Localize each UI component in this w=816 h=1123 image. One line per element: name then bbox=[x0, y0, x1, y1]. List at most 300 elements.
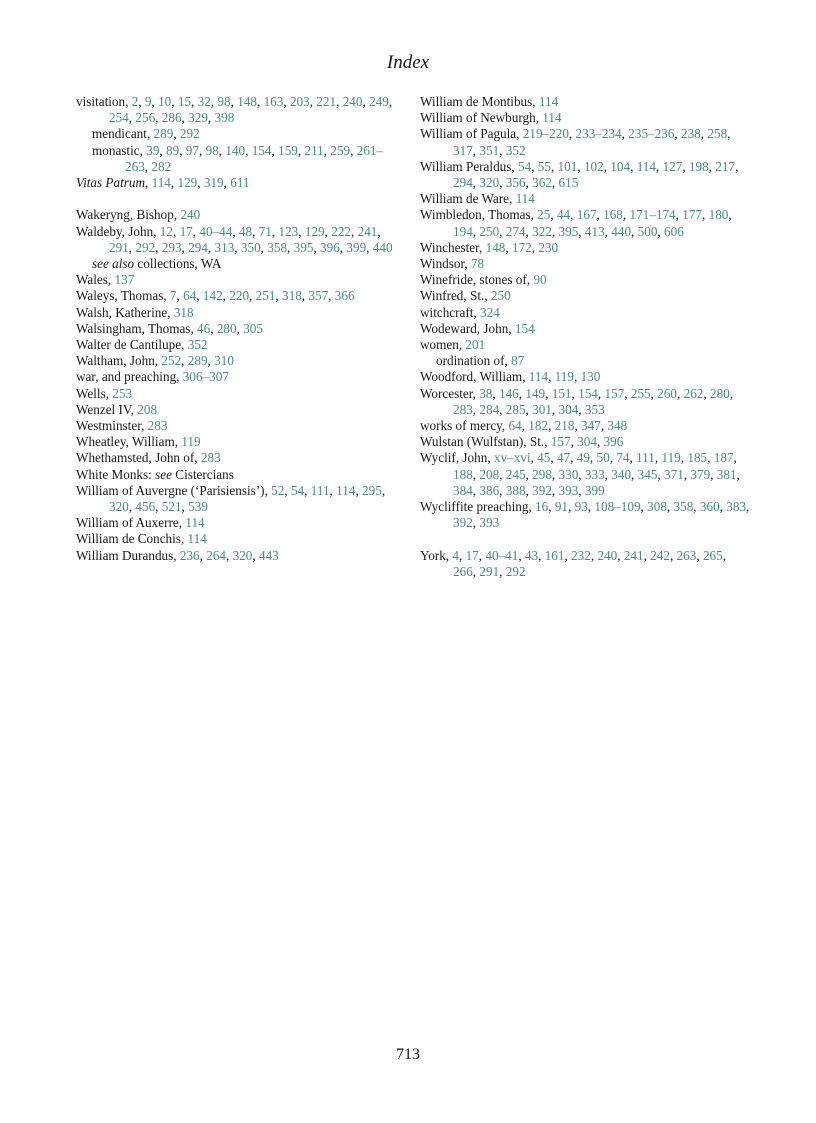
index-entry: Waltham, John, 252, 289, 310 bbox=[76, 353, 234, 369]
index-term: witchcraft bbox=[420, 304, 474, 320]
page-ref-link[interactable]: 148 bbox=[485, 239, 506, 255]
page-ref-link[interactable]: 236 bbox=[179, 547, 200, 563]
page-ref-link[interactable]: 17 bbox=[179, 223, 193, 239]
index-term: William of Pagula bbox=[420, 126, 517, 142]
page-ref-link[interactable]: 298 bbox=[532, 466, 552, 482]
page-ref-link[interactable]: 358 bbox=[267, 239, 288, 255]
page-ref-link[interactable]: 253 bbox=[112, 385, 133, 401]
index-entry: Wyclif, John, xv–xvi, 45, 47, 49, 50, 74, 111, 119, 185, 187, 188, 208, 245, 298, 330, 333, 340, 345, 371, 379, 381, 384, 386, 388, 392, 393, 399 bbox=[420, 450, 740, 498]
index-entry bbox=[76, 450, 406, 466]
index-term: monastic bbox=[92, 142, 140, 158]
page-ref-link[interactable]: 230 bbox=[538, 239, 559, 255]
page-ref-link[interactable]: 250 bbox=[479, 223, 500, 239]
page-ref-link[interactable]: 521 bbox=[161, 499, 182, 515]
page-ref-link[interactable]: 443 bbox=[258, 547, 279, 563]
page-ref-link[interactable]: 43 bbox=[524, 547, 539, 563]
page-ref-link[interactable]: 217 bbox=[715, 158, 736, 174]
page-ref-link[interactable]: 322 bbox=[532, 223, 552, 239]
page-ref-link[interactable]: 317 bbox=[453, 142, 473, 158]
index-separator: , bbox=[445, 547, 453, 563]
index-entry bbox=[420, 337, 750, 353]
page-ref-link[interactable]: 318 bbox=[282, 288, 302, 304]
page-ref-link[interactable]: 177 bbox=[682, 207, 703, 223]
page-ref-link[interactable]: 17 bbox=[465, 547, 479, 563]
index-separator: , bbox=[458, 337, 466, 353]
page-ref-link[interactable]: 74 bbox=[616, 450, 630, 466]
page-ref-link[interactable]: 256 bbox=[135, 110, 156, 126]
page-ref-link[interactable]: 129 bbox=[304, 223, 325, 239]
page-ref-link[interactable]: 111 bbox=[636, 450, 655, 466]
index-term: Winfred, St. bbox=[420, 288, 485, 304]
index-separator: , bbox=[130, 401, 138, 417]
page-ref-link[interactable]: 71 bbox=[258, 223, 272, 239]
index-separator: , bbox=[181, 337, 188, 353]
page-ref-link[interactable]: 123 bbox=[278, 223, 299, 239]
page-ref-link[interactable]: 356 bbox=[505, 175, 526, 191]
page-ref-link[interactable]: 292 bbox=[179, 126, 200, 142]
page-ref-link[interactable]: 222 bbox=[331, 223, 352, 239]
page-ref-link[interactable]: 320 bbox=[479, 175, 500, 191]
page-ref-link[interactable]: 90 bbox=[533, 272, 547, 288]
index-term: visitation bbox=[76, 94, 126, 109]
page-ref-link[interactable]: 104 bbox=[610, 158, 631, 174]
page-ref-link[interactable]: 293 bbox=[161, 239, 182, 255]
index-entry: Winchester, 148, 172, 230 bbox=[420, 239, 559, 255]
index-term: Whethamsted, John of bbox=[76, 450, 195, 466]
page-ref-link[interactable]: 352 bbox=[187, 337, 208, 353]
page-ref-link[interactable]: 25 bbox=[537, 207, 551, 223]
page-number: 713 bbox=[396, 1046, 420, 1063]
index-separator: , bbox=[176, 369, 183, 385]
page-ref-link[interactable]: 611 bbox=[230, 175, 250, 191]
page-ref-link[interactable]: 265 bbox=[702, 547, 723, 563]
page-ref-link[interactable]: 167 bbox=[576, 207, 597, 223]
running-header: Index bbox=[386, 52, 430, 73]
page-ref-link[interactable]: 413 bbox=[584, 223, 605, 239]
page-ref-link[interactable]: 398 bbox=[214, 110, 235, 126]
page-ref-link[interactable]: 87 bbox=[511, 353, 525, 369]
page-ref-link[interactable]: 185 bbox=[687, 450, 708, 466]
index-subentry bbox=[76, 256, 406, 272]
page-ref-link[interactable]: 148 bbox=[237, 94, 257, 109]
page-ref-link[interactable]: 261–263 bbox=[125, 142, 384, 174]
page-ref-link[interactable]: 219–220 bbox=[522, 126, 569, 142]
index-separator: , bbox=[532, 94, 539, 109]
page-ref-link[interactable]: 2 bbox=[131, 94, 139, 109]
index-separator: , bbox=[173, 207, 181, 223]
page-ref-link[interactable]: 91 bbox=[554, 499, 569, 515]
page-ref-link[interactable]: 371 bbox=[664, 466, 684, 482]
index-column-right bbox=[420, 94, 750, 580]
index-entry bbox=[76, 207, 406, 223]
page-ref-link[interactable]: 304 bbox=[577, 434, 597, 450]
page-ref-link[interactable]: 208 bbox=[137, 401, 158, 417]
index-subentry: monastic, 39, 89, 97, 98, 140, 154, 159, 211, 259, 261–263, 282 bbox=[92, 142, 384, 174]
index-term: Wenzel IV bbox=[76, 401, 131, 417]
page-ref-link[interactable]: 12 bbox=[159, 223, 173, 239]
page-ref-link[interactable]: 137 bbox=[114, 272, 135, 288]
page-ref-link[interactable]: 615 bbox=[558, 175, 579, 191]
page-ref-link[interactable]: 292 bbox=[135, 239, 156, 255]
page-ref-link[interactable]: 10 bbox=[158, 94, 172, 109]
index-separator: , bbox=[530, 207, 538, 223]
index-separator: , bbox=[167, 304, 174, 320]
page-ref-link[interactable]: 264 bbox=[206, 547, 227, 563]
page-ref-link[interactable]: 55 bbox=[537, 158, 551, 174]
page-ref-link[interactable]: 396 bbox=[603, 434, 624, 450]
page-ref-link[interactable]: 284 bbox=[479, 401, 500, 417]
page-ref-link[interactable]: 130 bbox=[580, 369, 601, 385]
page-ref-link[interactable]: 381 bbox=[716, 466, 737, 482]
page-ref-link[interactable]: 306–307 bbox=[182, 369, 229, 385]
index-term: Wycliffite preaching bbox=[420, 499, 529, 515]
page-ref-link[interactable]: 440 bbox=[611, 223, 632, 239]
page-ref-link[interactable]: 241 bbox=[357, 223, 378, 239]
page-ref-link[interactable]: 241 bbox=[623, 547, 644, 563]
page-ref-link[interactable]: 93 bbox=[574, 499, 588, 515]
page-ref-link[interactable]: 129 bbox=[177, 175, 198, 191]
page-ref-link[interactable]: 142 bbox=[202, 288, 223, 304]
page-ref-link[interactable]: 114 bbox=[542, 110, 562, 126]
page-ref-link[interactable]: 161 bbox=[544, 547, 565, 563]
index-separator: , bbox=[178, 515, 186, 531]
page-ref-link[interactable]: 324 bbox=[480, 304, 500, 320]
page-ref-link[interactable]: 310 bbox=[214, 353, 234, 369]
index-separator: , bbox=[163, 288, 170, 304]
page-ref-link[interactable]: 201 bbox=[465, 337, 486, 353]
page-ref-link[interactable]: 220 bbox=[229, 288, 250, 304]
page-ref-link[interactable]: 329 bbox=[188, 110, 208, 126]
page-ref-link[interactable]: 182 bbox=[528, 418, 549, 434]
page-ref-link[interactable]: 280 bbox=[709, 385, 730, 401]
page-ref-link[interactable]: 151 bbox=[551, 385, 572, 401]
index-separator: , bbox=[484, 288, 491, 304]
page-ref-link[interactable]: 64 bbox=[183, 288, 197, 304]
index-entry: York, 4, 17, 40–41, 43, 161, 232, 240, 241, 242, 263, 265, 266, 291, 292 bbox=[420, 547, 727, 579]
page-ref-link[interactable]: 384 bbox=[453, 482, 473, 498]
page-ref-link[interactable]: 208 bbox=[479, 466, 500, 482]
page-ref-link[interactable]: 198 bbox=[688, 158, 709, 174]
index-entry bbox=[420, 305, 750, 321]
index-separator: , bbox=[154, 353, 162, 369]
index-entry bbox=[76, 272, 406, 288]
page-ref-link[interactable]: 47 bbox=[556, 450, 571, 466]
page-ref-link[interactable]: 119 bbox=[181, 434, 201, 450]
index-entry bbox=[420, 191, 750, 207]
page-ref-link[interactable]: 285 bbox=[505, 401, 526, 417]
page-ref-link[interactable]: 280 bbox=[216, 320, 237, 336]
page-ref-link[interactable]: 40–41 bbox=[485, 547, 519, 563]
index-term: Wheatley, William bbox=[76, 434, 175, 450]
page-ref-link[interactable]: 16 bbox=[535, 499, 549, 515]
page-ref-link[interactable]: 240 bbox=[597, 547, 618, 563]
page-ref-link[interactable]: 319 bbox=[203, 175, 224, 191]
index-term: Winefride, stones of bbox=[420, 272, 527, 288]
page-ref-link[interactable]: 274 bbox=[505, 223, 526, 239]
index-separator: , bbox=[535, 110, 543, 126]
page-ref-link[interactable]: 539 bbox=[188, 499, 208, 515]
index-subentry: mendicant, 289, 292 bbox=[92, 126, 200, 142]
page-ref-link[interactable]: 4 bbox=[452, 547, 459, 563]
page-ref-link[interactable]: 97 bbox=[185, 142, 199, 158]
page-ref-link[interactable]: 283 bbox=[147, 418, 168, 434]
page-ref-link[interactable]: 313 bbox=[214, 239, 235, 255]
page-ref-link[interactable]: 353 bbox=[584, 401, 605, 417]
page-ref-link[interactable]: 305 bbox=[243, 320, 263, 336]
index-separator: , bbox=[522, 369, 529, 385]
page-ref-link[interactable]: 39 bbox=[146, 142, 160, 158]
page-ref-link[interactable]: 111 bbox=[310, 482, 330, 498]
page-ref-link[interactable]: 283 bbox=[200, 450, 221, 466]
page-ref-link[interactable]: 114 bbox=[336, 482, 356, 498]
page-ref-link[interactable]: 252 bbox=[161, 353, 182, 369]
index-separator: , bbox=[473, 304, 481, 320]
page-ref-link[interactable]: 260 bbox=[657, 385, 678, 401]
index-term: William Durandus bbox=[76, 547, 174, 563]
page-ref-link[interactable]: 318 bbox=[173, 304, 194, 320]
page-ref-link[interactable]: 348 bbox=[607, 418, 628, 434]
page-ref-link[interactable]: 203 bbox=[289, 94, 310, 109]
page-ref-link[interactable]: 172 bbox=[511, 239, 532, 255]
page-ref-link[interactable]: 399 bbox=[346, 239, 367, 255]
page-ref-link[interactable]: 255 bbox=[630, 385, 651, 401]
index-separator: , bbox=[180, 531, 188, 547]
page-ref-link[interactable]: 40–44 bbox=[199, 223, 233, 239]
page-ref-link[interactable]: 283 bbox=[453, 401, 473, 417]
index-entry bbox=[420, 110, 750, 126]
page-ref-link[interactable]: 146 bbox=[498, 385, 519, 401]
page-ref-link[interactable]: 211 bbox=[304, 142, 324, 158]
page-ref-link[interactable]: 258 bbox=[707, 126, 728, 142]
index-column-left bbox=[76, 94, 406, 564]
index-term: Walsh, Katherine bbox=[76, 304, 168, 320]
page-ref-link[interactable]: 304 bbox=[558, 401, 579, 417]
page-ref-link[interactable]: 392 bbox=[532, 482, 552, 498]
page-ref-link[interactable]: 294 bbox=[453, 175, 473, 191]
index-separator: , bbox=[264, 482, 272, 498]
page-ref-link[interactable]: 240 bbox=[180, 207, 201, 223]
page-ref-link[interactable]: 89 bbox=[166, 142, 180, 158]
page-ref-link[interactable]: 291 bbox=[479, 563, 500, 579]
page-ref-link[interactable]: 54 bbox=[290, 482, 305, 498]
index-entry bbox=[76, 515, 406, 531]
page-ref-link[interactable]: 149 bbox=[525, 385, 546, 401]
index-entry: Wycliffite preaching, 16, 91, 93, 108–109, 308, 358, 360, 383, 392, 393 bbox=[420, 499, 750, 531]
page-ref-link[interactable]: 330 bbox=[558, 466, 579, 482]
page-ref-link[interactable]: 238 bbox=[681, 126, 701, 142]
page-ref-link[interactable]: 245 bbox=[505, 466, 526, 482]
page-ref-link[interactable]: 154 bbox=[251, 142, 272, 158]
page-ref-link[interactable]: 154 bbox=[514, 320, 535, 336]
index-separator: , bbox=[501, 418, 509, 434]
page-ref-link[interactable]: 295 bbox=[362, 482, 382, 498]
page-ref-link[interactable]: 362 bbox=[532, 175, 552, 191]
page-ref-link[interactable]: 240 bbox=[342, 94, 363, 109]
index-entry bbox=[76, 305, 406, 321]
page-ref-link[interactable]: 114 bbox=[185, 515, 205, 531]
page-ref-link[interactable]: 171–174 bbox=[629, 207, 676, 223]
index-term: White Monks bbox=[76, 466, 149, 482]
page-ref-link[interactable]: 78 bbox=[470, 256, 485, 272]
index-separator: , bbox=[139, 142, 147, 158]
page-ref-link[interactable]: 289 bbox=[153, 126, 174, 142]
page-ref-link[interactable]: 114 bbox=[538, 94, 559, 109]
page-ref-link[interactable]: 114 bbox=[515, 191, 535, 207]
page-ref-link[interactable]: 221 bbox=[316, 94, 337, 109]
page-ref-link[interactable]: 114 bbox=[528, 369, 549, 385]
index-entry bbox=[76, 418, 406, 434]
page-ref-link[interactable]: 180 bbox=[708, 207, 729, 223]
page-ref-link[interactable]: 114 bbox=[636, 158, 656, 174]
page-ref-link[interactable]: 393 bbox=[479, 515, 500, 531]
page-ref-link[interactable]: 119 bbox=[661, 450, 681, 466]
index-term: William de Montibus bbox=[420, 94, 533, 109]
page-ref-link[interactable]: 392 bbox=[453, 515, 473, 531]
page-ref-link[interactable]: 233–234 bbox=[575, 126, 622, 142]
page-ref-link[interactable]: 50 bbox=[596, 450, 610, 466]
page-ref-link[interactable]: 15 bbox=[177, 94, 192, 109]
page-ref-link[interactable]: 64 bbox=[508, 418, 522, 434]
page-ref-link[interactable]: 282 bbox=[151, 158, 172, 174]
index-term: Wimbledon, Thomas bbox=[420, 207, 531, 223]
page-ref-link[interactable]: 52 bbox=[271, 482, 285, 498]
page-ref-link[interactable]: 114 bbox=[151, 175, 171, 191]
index-term: Westminster bbox=[76, 418, 142, 434]
index-entry: Waleys, Thomas, 7, 64, 142, 220, 251, 318, 357, 366 bbox=[76, 288, 355, 304]
page-ref-link[interactable]: 440 bbox=[372, 239, 393, 255]
see-label: see also bbox=[92, 256, 135, 272]
page-ref-link[interactable]: 395 bbox=[293, 239, 314, 255]
page-ref-link[interactable]: 289 bbox=[187, 353, 208, 369]
page-ref-link[interactable]: 263 bbox=[676, 547, 697, 563]
page-ref-link[interactable]: 54 bbox=[518, 158, 532, 174]
index-term: Worcester bbox=[420, 385, 473, 401]
index-term: Walsingham, Thomas bbox=[76, 320, 191, 336]
page-ref-link[interactable]: 194 bbox=[453, 223, 473, 239]
index-separator: , bbox=[141, 418, 148, 434]
page-ref-link[interactable]: 320 bbox=[109, 499, 129, 515]
page-ref-link[interactable]: 292 bbox=[505, 563, 526, 579]
page-ref-link[interactable]: 320 bbox=[232, 547, 253, 563]
page-ref-link[interactable]: 395 bbox=[558, 223, 579, 239]
page-ref-link[interactable]: 45 bbox=[537, 450, 551, 466]
page-ref-link[interactable]: 340 bbox=[611, 466, 632, 482]
page-ref-link[interactable]: 157 bbox=[550, 434, 571, 450]
page-ref-link[interactable]: 163 bbox=[263, 94, 284, 109]
see-target: Cistercians bbox=[175, 466, 234, 482]
page-ref-link[interactable]: 32 bbox=[197, 94, 211, 109]
page-ref-link[interactable]: 187 bbox=[713, 450, 734, 466]
page-ref-link[interactable]: 379 bbox=[690, 466, 711, 482]
page-ref-link[interactable]: 286 bbox=[161, 110, 182, 126]
page-ref-link[interactable]: 250 bbox=[490, 288, 511, 304]
index-separator: , bbox=[105, 385, 113, 401]
page-ref-link[interactable]: 102 bbox=[583, 158, 604, 174]
page-ref-link[interactable]: 456 bbox=[135, 499, 156, 515]
page-ref-link[interactable]: 606 bbox=[664, 223, 684, 239]
page-ref-link[interactable]: 301 bbox=[532, 401, 552, 417]
page-ref-link[interactable]: 251 bbox=[255, 288, 276, 304]
page-ref-link[interactable]: 49 bbox=[576, 450, 590, 466]
page-ref-link[interactable]: 345 bbox=[637, 466, 658, 482]
index-term: Waleys, Thomas bbox=[76, 288, 164, 304]
page-ref-link[interactable]: 291 bbox=[109, 239, 129, 255]
page-ref-link[interactable]: 159 bbox=[278, 142, 298, 158]
index-entry: William Peraldus, 54, 55, 101, 102, 104, 114, 127, 198, 217, 294, 320, 356, 362, 615 bbox=[420, 158, 739, 191]
page-ref-link[interactable]: 347 bbox=[581, 418, 601, 434]
page-ref-link[interactable]: 333 bbox=[584, 466, 605, 482]
page-ref-link[interactable]: 188 bbox=[453, 466, 473, 482]
page-ref-link[interactable]: 500 bbox=[637, 223, 658, 239]
index-separator: , bbox=[107, 272, 115, 288]
page-ref-link[interactable]: 249 bbox=[369, 94, 389, 109]
page-ref-link[interactable]: 46 bbox=[197, 320, 211, 336]
page-ref-link[interactable]: 366 bbox=[334, 288, 355, 304]
page-ref-link[interactable]: 308 bbox=[647, 499, 667, 515]
page-ref-link[interactable]: 396 bbox=[320, 239, 340, 255]
page-ref-link[interactable]: 38 bbox=[479, 385, 493, 401]
page-ref-link[interactable]: xv–xvi bbox=[493, 450, 531, 466]
index-term: Wulstan (Wulfstan), St. bbox=[420, 434, 545, 450]
page-ref-link[interactable]: 358 bbox=[673, 499, 694, 515]
page-ref-link[interactable]: 399 bbox=[584, 482, 605, 498]
index-term: William Peraldus bbox=[420, 158, 512, 174]
index-entry: Woodford, William, 114, 119, 130 bbox=[420, 369, 601, 385]
page-ref-link[interactable]: 9 bbox=[144, 94, 152, 109]
page-ref-link[interactable]: 262 bbox=[683, 385, 704, 401]
page-ref-link[interactable]: 235–236 bbox=[628, 126, 675, 142]
page-ref-link[interactable]: 127 bbox=[662, 158, 683, 174]
page-ref-link[interactable]: 232 bbox=[571, 547, 591, 563]
page-ref-link[interactable]: 154 bbox=[578, 385, 598, 401]
page-ref-link[interactable]: 157 bbox=[604, 385, 625, 401]
page-ref-link[interactable]: 351 bbox=[479, 142, 500, 158]
index-entry bbox=[76, 434, 406, 450]
page-ref-link[interactable]: 242 bbox=[650, 547, 670, 563]
page-ref-link[interactable]: 254 bbox=[109, 110, 129, 126]
page-ref-link[interactable]: 108–109 bbox=[594, 499, 641, 515]
index-entry: Wimbledon, Thomas, 25, 44, 167, 168, 171–174, 177, 180, 194, 250, 274, 322, 395, 413, 440, 500, 606 bbox=[420, 207, 732, 239]
page-ref-link[interactable]: 357 bbox=[308, 288, 329, 304]
index-separator: , bbox=[174, 434, 182, 450]
page-ref-link[interactable]: 294 bbox=[188, 239, 208, 255]
page-ref-link[interactable]: 360 bbox=[699, 499, 720, 515]
page-ref-link[interactable]: 7 bbox=[169, 288, 177, 304]
index-entry bbox=[420, 94, 750, 110]
page-ref-link[interactable]: 98 bbox=[217, 94, 231, 109]
index-separator: , bbox=[479, 239, 486, 255]
page-ref-link[interactable]: 352 bbox=[505, 142, 526, 158]
page-ref-link[interactable]: 259 bbox=[330, 142, 351, 158]
index-separator: , bbox=[125, 94, 132, 109]
index-gap bbox=[420, 531, 750, 547]
page-ref-link[interactable]: 350 bbox=[240, 239, 261, 255]
page-ref-link[interactable]: 266 bbox=[453, 563, 473, 579]
page-ref-link[interactable]: 388 bbox=[505, 482, 526, 498]
page-ref-link[interactable]: 48 bbox=[238, 223, 253, 239]
page-ref-link[interactable]: 101 bbox=[557, 158, 578, 174]
page-ref-link[interactable]: 119 bbox=[554, 369, 574, 385]
page-ref-link[interactable]: 386 bbox=[479, 482, 500, 498]
page-ref-link[interactable]: 140 bbox=[225, 142, 246, 158]
page-ref-link[interactable]: 44 bbox=[556, 207, 571, 223]
page-ref-link[interactable]: 218 bbox=[554, 418, 575, 434]
page-ref-link[interactable]: 114 bbox=[187, 531, 207, 547]
page-ref-link[interactable]: 393 bbox=[558, 482, 579, 498]
page-ref-link[interactable]: 98 bbox=[205, 142, 219, 158]
page-ref-link[interactable]: 383 bbox=[726, 499, 747, 515]
page-ref-link[interactable]: 168 bbox=[603, 207, 623, 223]
